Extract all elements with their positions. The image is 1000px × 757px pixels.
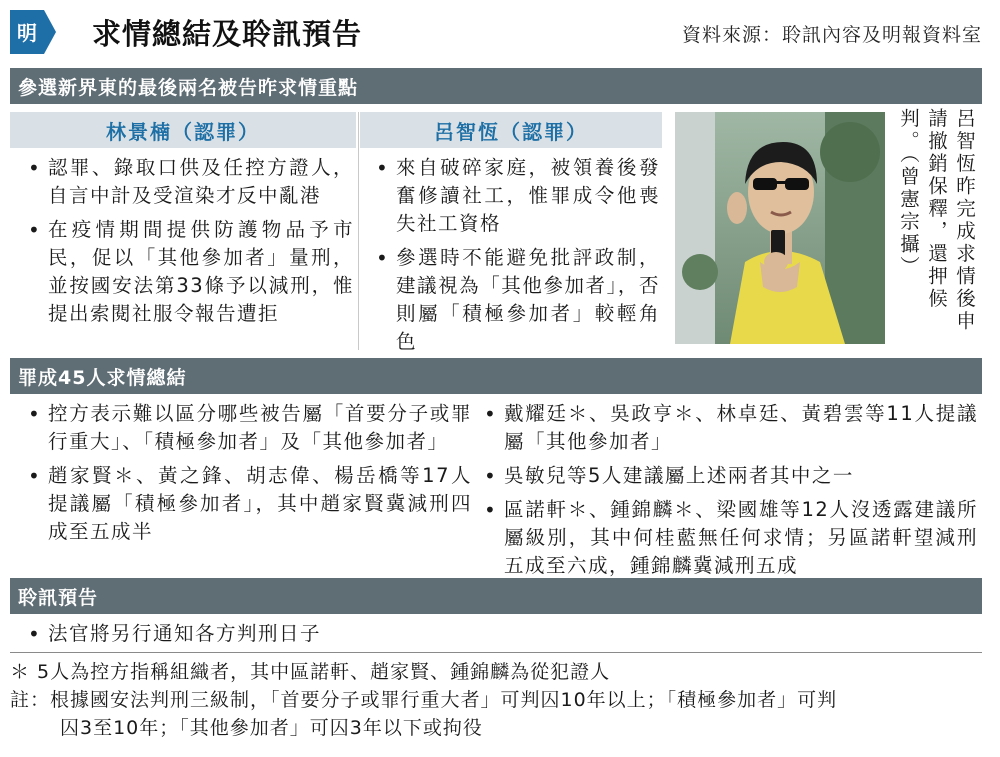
footnote-sentencing-line-1: 註：根據國安法判刑三級制，「首要分子或罪行重大者」可判囚10年以上；「積極參加者」可判 <box>10 689 838 711</box>
list-item: • 控方表示難以區分哪些被告屬「首要分子或罪行重大」、「積極參加者」及「其他參加者」 <box>22 400 472 456</box>
lui-chi-hang-plea-list <box>370 154 660 362</box>
column-heading-lam-king-nam: 林景楠（認罪） <box>10 112 356 148</box>
svg-text:明: 明 <box>17 21 37 45</box>
divider <box>10 652 982 653</box>
plea-summary-right-list <box>478 400 978 586</box>
section-bar-plea-highlights: 參選新界東的最後兩名被告昨求情重點 <box>10 68 982 104</box>
footnote-organisers: ＊ 5人為控方指稱組織者，其中區諾軒、趙家賢、鍾錦麟為從犯證人 <box>10 661 611 683</box>
list-item: • 在疫情期間提供防護物品予市民，促以「其他參加者」量刑，並按國安法第33條予以減刑，惟提出索閱社服令報告遭拒 <box>22 216 354 328</box>
photo-caption-line-1: 呂智恆昨完成求情後申 <box>953 108 976 333</box>
photo-caption-line-2: 請撤銷保釋，還押候 <box>925 108 948 311</box>
hearing-preview-list <box>22 620 922 654</box>
plea-summary-left-list <box>22 400 472 552</box>
list-item: • 趙家賢＊、黃之鋒、胡志偉、楊岳橋等17人提議屬「積極參加者」，其中趙家賢冀減刑四成至五成半 <box>22 462 472 546</box>
section-bar-plea-summary: 罪成45人求情總結 <box>10 358 982 394</box>
lam-king-nam-plea-list <box>22 154 354 334</box>
list-item: • 認罪、錄取口供及任控方證人，自言中計及受渲染才反中亂港 <box>22 154 354 210</box>
ming-pao-logo-icon <box>10 10 56 54</box>
header <box>0 0 1000 62</box>
page-title: 求情總結及聆訊預告 <box>92 17 363 51</box>
list-item: • 參選時不能避免批評政制，建議視為「其他參加者」，否則屬「積極參加者」較輕角色 <box>370 244 660 356</box>
column-divider <box>358 112 359 350</box>
list-item: • 法官將另行通知各方判刑日子 <box>22 620 922 648</box>
column-heading-lui-chi-hang: 呂智恆（認罪） <box>360 112 662 148</box>
section-bar-hearing-preview: 聆訊預告 <box>10 578 982 614</box>
list-item: • 戴耀廷＊、吳政亨＊、林卓廷、黃碧雲等11人提議屬「其他參加者」 <box>478 400 978 456</box>
photo-caption-line-3: 判。（曾憲宗攝） <box>897 108 920 279</box>
footnote-sentencing-line-2: 囚3至10年；「其他參加者」可囚3年以下或拘役 <box>60 717 483 739</box>
list-item: • 來自破碎家庭，被領養後發奮修讀社工，惟罪成令他喪失社工資格 <box>370 154 660 238</box>
list-item: • 區諾軒＊、鍾錦麟＊、梁國雄等12人沒透露建議所屬級別，其中何桂藍無任何求情；另區諾軒望減刑五成至六成，鍾錦麟冀減刑五成 <box>478 496 978 580</box>
list-item: • 吳敏兒等5人建議屬上述兩者其中之一 <box>478 462 978 490</box>
source-credit: 資料來源：聆訊內容及明報資料室 <box>681 24 982 46</box>
photo-lui-chi-hang <box>675 112 885 344</box>
